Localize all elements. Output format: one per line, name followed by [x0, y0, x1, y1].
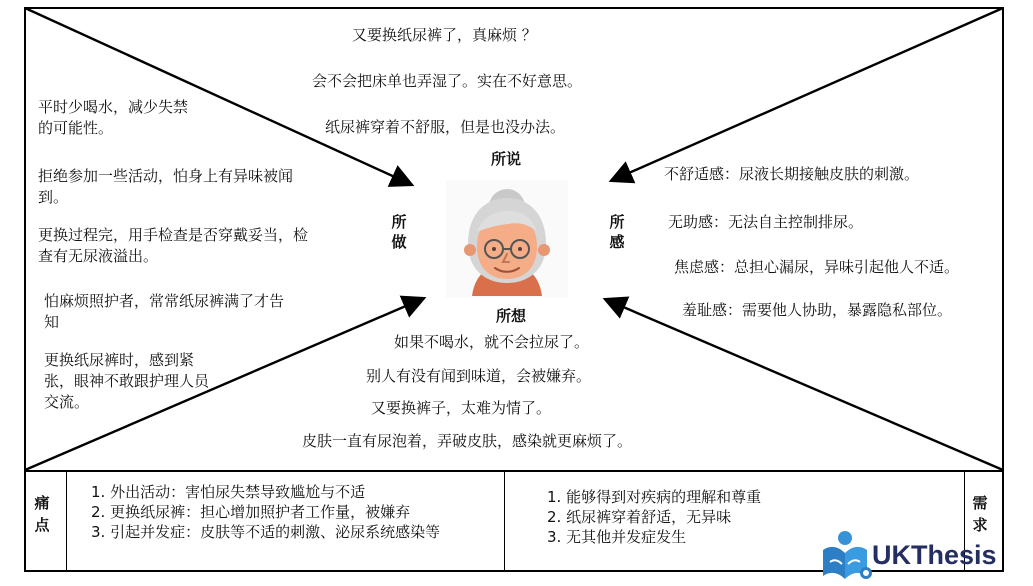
thought-item-3: 又要换裤子，太难为情了。 — [371, 399, 552, 417]
felt-label: 所感 — [609, 213, 625, 251]
brand-logo — [820, 528, 1028, 582]
did-label: 所做 — [391, 213, 407, 251]
felt-item-3: 焦虑感：总担心漏尿，异味引起他人不适。 — [674, 258, 960, 276]
did-item-5: 更换纸尿裤时，感到紧张，眼神不敢跟护理人员交流。 — [44, 351, 210, 411]
pain-point-item-3: 3. 引起并发症：皮肤等不适的刺激、泌尿系统感染等 — [91, 523, 441, 541]
did-item-2: 拒绝参加一些活动，怕身上有异味被闻到。 — [38, 167, 294, 206]
said-felt-connector-line — [613, 8, 1003, 180]
pain-point-item-2: 2. 更换纸尿裤：担心增加照护者工作量，被嫌弃 — [91, 503, 411, 521]
needs-label: 需求 — [972, 494, 988, 534]
said-item-1: 又要换纸尿裤了，真麻烦 ？ — [352, 26, 537, 44]
pain-points-label: 痛点 — [34, 494, 50, 534]
said-item-2: 会不会把床单也弄湿了。实在不好意思。 — [312, 72, 583, 90]
need-item-1: 1. 能够得到对疾病的理解和尊重 — [547, 488, 762, 506]
felt-item-2: 无助感：无法自主控制排尿。 — [668, 213, 864, 231]
said-item-3: 纸尿裤穿着不舒服，但是也没办法。 — [325, 118, 566, 136]
thought-felt-connector-line — [607, 300, 1003, 470]
did-item-3: 更换过程完，用手检查是否穿戴妥当，检查有无尿液溢出。 — [38, 226, 309, 265]
did-item-1: 平时少喝水，减少失禁的可能性。 — [38, 98, 189, 137]
felt-item-4: 羞耻感：需要他人协助，暴露隐私部位。 — [682, 301, 953, 319]
said-label: 所说 — [490, 150, 521, 168]
felt-item-1: 不舒适感：尿液长期接触皮肤的刺激。 — [664, 165, 920, 183]
thought-label: 所想 — [495, 307, 526, 325]
thought-item-1: 如果不喝水，就不会拉尿了。 — [394, 333, 590, 351]
pain-points-list — [91, 482, 496, 542]
elderly-woman-avatar-icon — [446, 180, 568, 298]
need-item-2: 2. 纸尿裤穿着舒适，无异味 — [547, 508, 732, 526]
need-item-3: 3. 无其他并发症发生 — [547, 528, 687, 546]
pain-needs-divider — [504, 472, 505, 572]
thought-item-4: 皮肤一直有尿泡着，弄破皮肤，感染就更麻烦了。 — [302, 432, 633, 450]
book-person-logo-icon — [820, 528, 874, 582]
elderly-woman-avatar-svg — [446, 180, 568, 298]
did-item-4: 怕麻烦照护者，常常纸尿裤满了才告知 — [44, 292, 285, 331]
pain-label-divider — [66, 472, 67, 572]
thought-item-2: 别人有没有闻到味道，会被嫌弃。 — [366, 367, 592, 385]
pain-point-item-1: 1. 外出活动：害怕尿失禁导致尴尬与不适 — [91, 483, 366, 501]
logo-text: UKThesis — [872, 539, 997, 570]
book-person-logo-svg — [820, 528, 874, 582]
